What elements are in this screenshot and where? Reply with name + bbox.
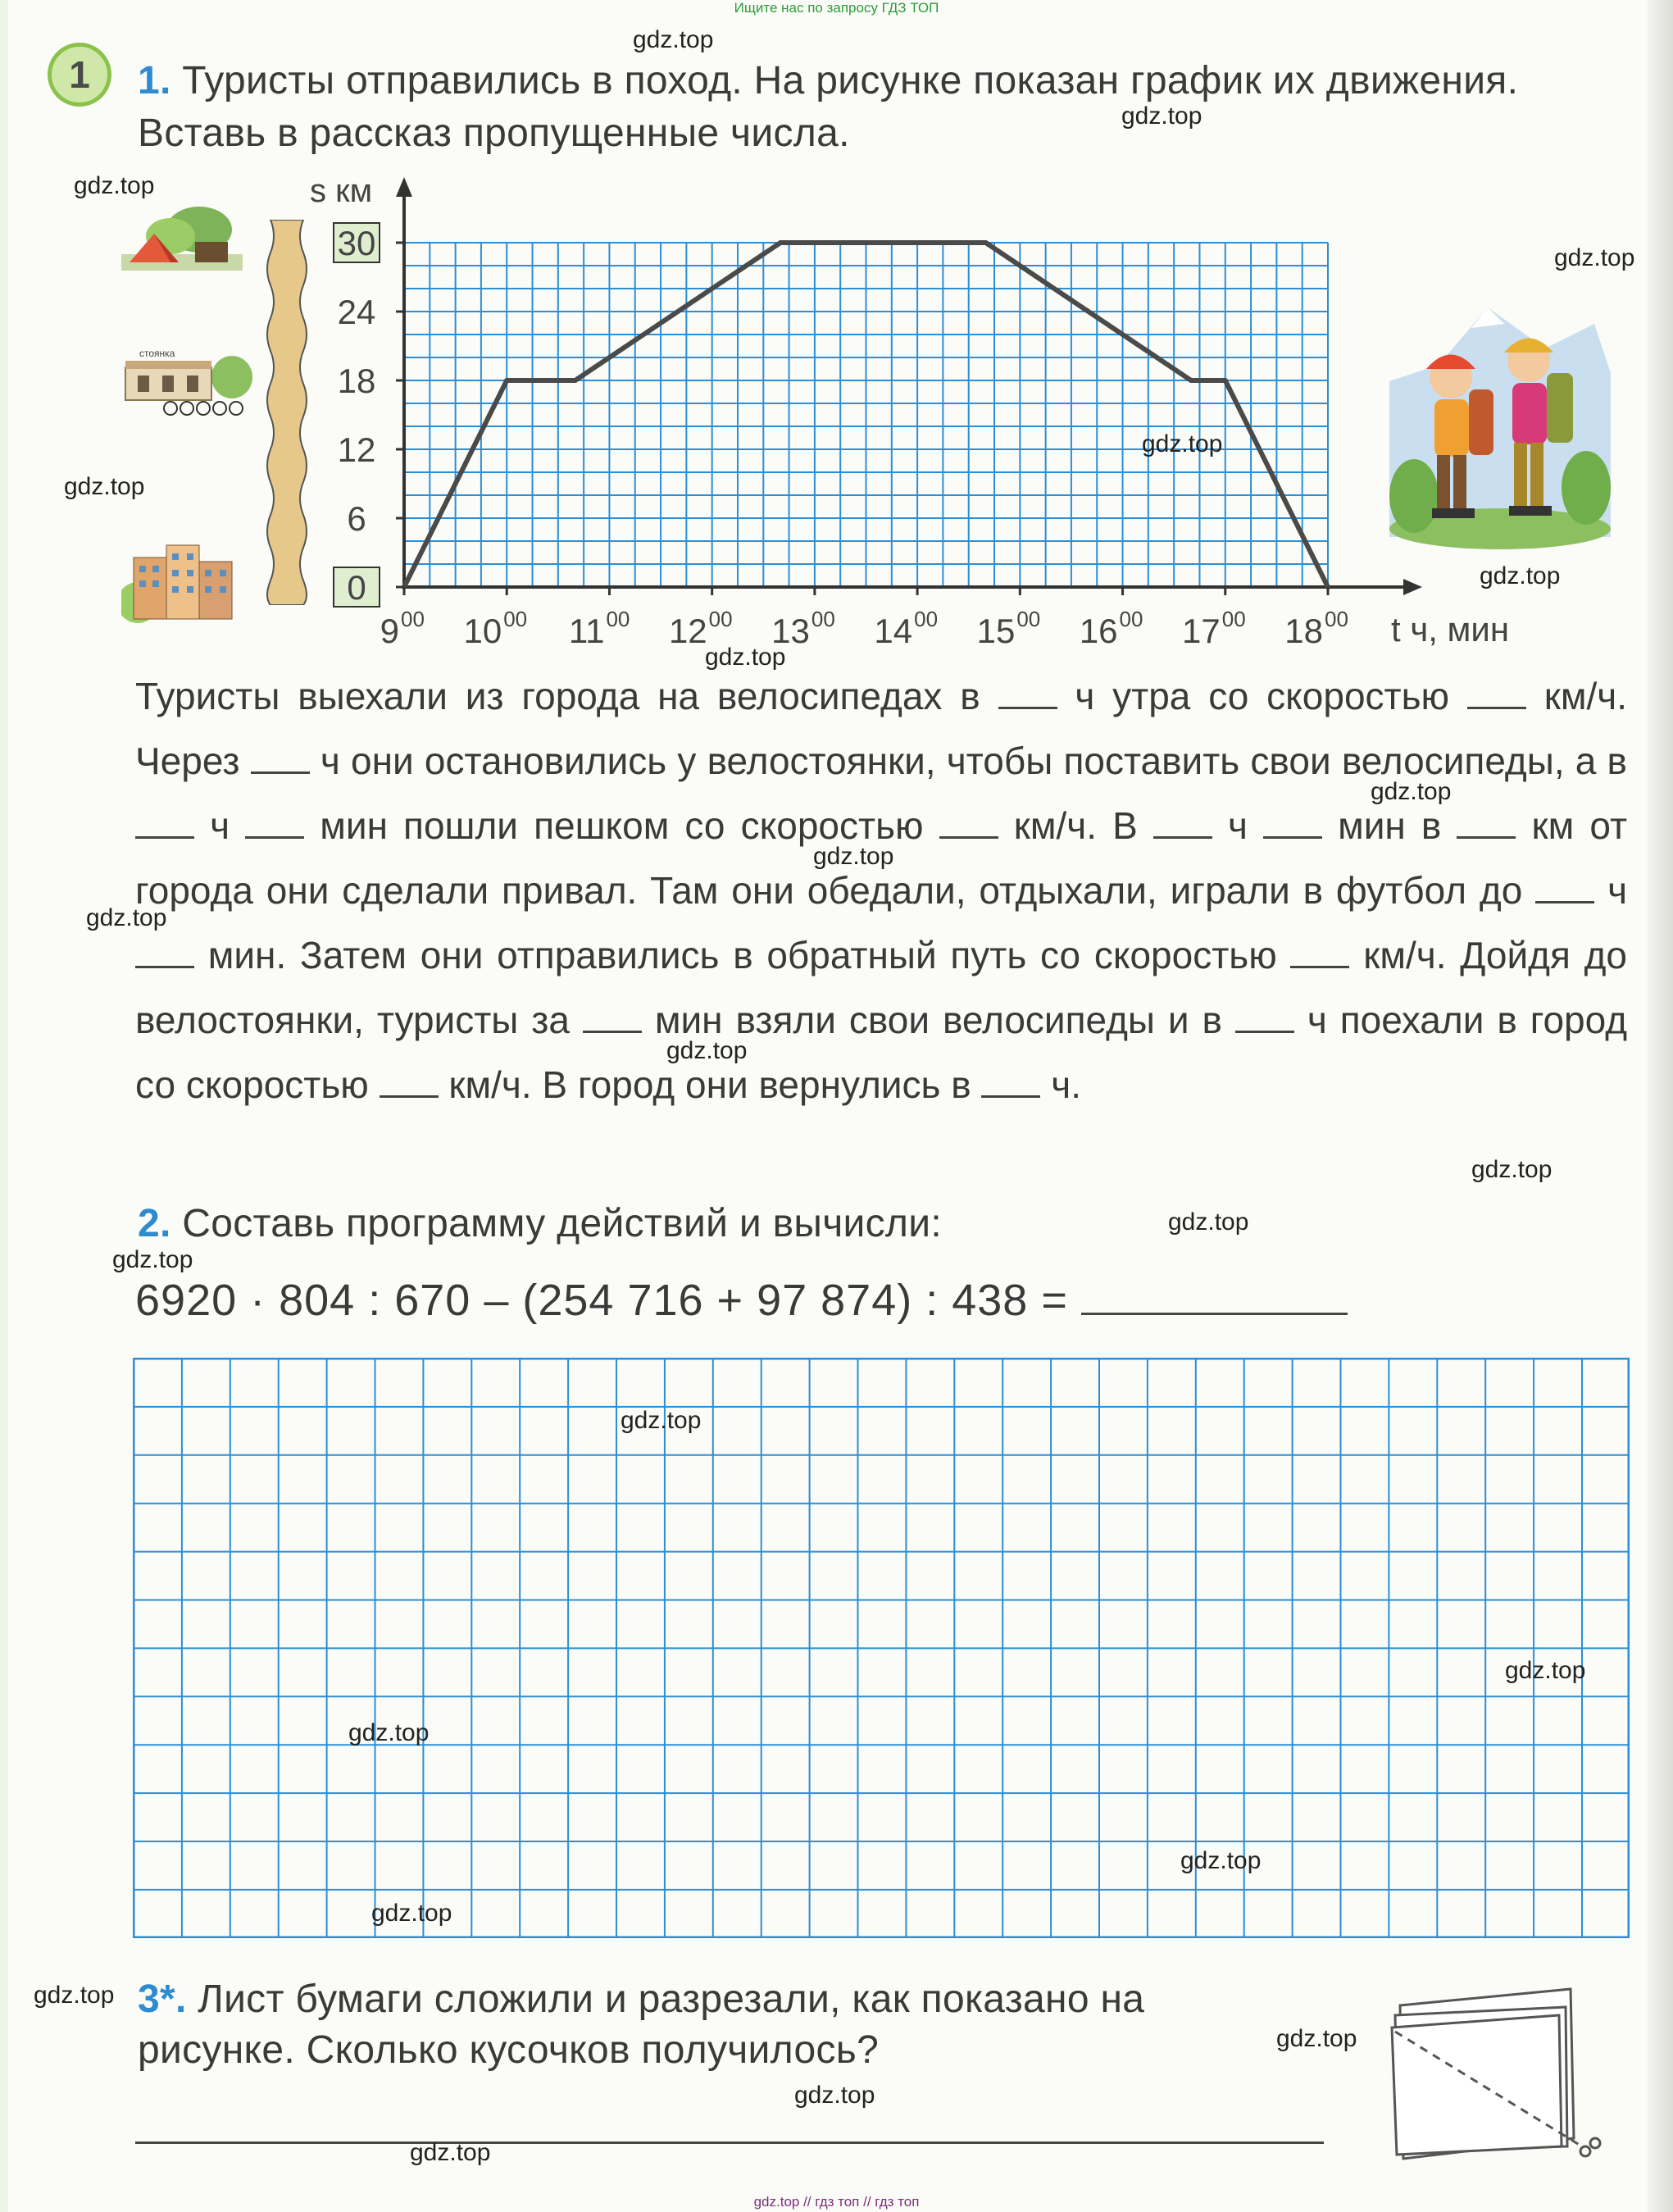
blank-field[interactable]	[1467, 679, 1526, 709]
watermark: gdz.top	[1554, 244, 1635, 271]
x-tick-hour: 15	[976, 612, 1016, 650]
story-paragraph	[135, 664, 1627, 1117]
y-tick-label: 30	[337, 224, 376, 262]
watermark: gdz.top	[813, 843, 894, 870]
blank-field[interactable]	[1290, 938, 1349, 968]
x-tick-minutes: 00	[1325, 607, 1348, 631]
y-tick-label: 24	[337, 293, 376, 331]
bottom-banner: gdz.top // гдз топ // гдз топ	[753, 2194, 920, 2210]
y-tick-label: 12	[337, 430, 376, 469]
watermark: gdz.top	[1471, 1156, 1553, 1183]
watermark: gdz.top	[410, 2139, 491, 2166]
chart-y-ticks	[334, 223, 404, 607]
x-tick-minutes: 00	[503, 607, 528, 631]
x-tick-hour: 12	[668, 612, 707, 650]
watermark: gdz.top	[112, 1246, 193, 1273]
task2-number: 2.	[138, 1202, 171, 1245]
story-text: км/ч. В город они вернулись в	[448, 1063, 971, 1106]
story-text: км от города они сделали привал. Там они обедали, отдыхали, играли в футбол до	[135, 804, 1628, 912]
data-point	[984, 240, 989, 245]
watermark: gdz.top	[705, 644, 786, 671]
x-tick-minutes: 00	[708, 607, 733, 631]
y-axis-arrow	[396, 177, 412, 197]
blank-field[interactable]	[981, 1067, 1040, 1098]
top-banner: Ищите нас по запросу ГДЗ ТОП	[734, 0, 939, 16]
x-tick-hour: 16	[1079, 612, 1118, 650]
watermark: gdz.top	[371, 1900, 452, 1927]
story-text: мин пошли пешком со скоростью	[320, 804, 924, 847]
task1-text-line2: Вставь в рассказ пропущенные числа.	[138, 112, 850, 155]
story-text: км/ч. Через	[135, 675, 1627, 782]
watermark: gdz.top	[1142, 430, 1223, 457]
x-tick-minutes: 00	[914, 607, 939, 631]
task1-text-line1: Туристы отправились в поход. На рисунке показан график их движения.	[182, 59, 1519, 102]
blank-field[interactable]	[583, 1003, 642, 1033]
data-point	[504, 378, 509, 383]
chart-grid	[404, 243, 1328, 587]
data-point	[573, 378, 578, 383]
story-text: ч.	[1051, 1063, 1081, 1106]
task2-expression: 6920 · 804 : 670 – (254 716 + 97 874) : 438 =	[135, 1276, 1068, 1325]
story-text: ч	[1607, 869, 1628, 912]
task2-answer-blank[interactable]	[1081, 1280, 1348, 1315]
story-text: ч	[1227, 804, 1248, 847]
task1-number: 1.	[138, 59, 171, 102]
watermark: gdz.top	[666, 1037, 748, 1064]
watermark: gdz.top	[1371, 778, 1452, 805]
blank-field[interactable]	[998, 679, 1057, 709]
x-tick-hour: 13	[771, 612, 810, 650]
x-tick-minutes: 00	[401, 607, 425, 631]
watermark: gdz.top	[621, 1407, 702, 1434]
watermark: gdz.top	[74, 172, 155, 199]
chart-x-label: t ч, мин	[1391, 610, 1510, 649]
x-tick-hour: 11	[568, 612, 605, 650]
chart-x-ticks	[380, 587, 1348, 650]
folded-paper-scissors-icon	[1385, 1982, 1615, 2163]
blank-field[interactable]	[1535, 873, 1594, 903]
story-text: ч	[210, 804, 230, 847]
x-tick-hour: 9	[380, 612, 399, 650]
task3-text-line2: рисунке. Сколько кусочков получилось?	[138, 2028, 880, 2072]
watermark: gdz.top	[348, 1719, 430, 1746]
blank-field[interactable]	[380, 1067, 439, 1098]
watermark: gdz.top	[1168, 1208, 1249, 1236]
blank-field[interactable]	[1235, 1003, 1294, 1033]
work-grid[interactable]	[133, 1358, 1630, 1938]
task2-text: Составь программу действий и вычисли:	[182, 1202, 942, 1245]
parking-sign: стоянка	[139, 348, 175, 359]
task3-number: 3*.	[138, 1978, 187, 2021]
blank-field[interactable]	[939, 808, 998, 839]
blank-field[interactable]	[245, 808, 304, 839]
task3-answer-line[interactable]	[135, 2141, 1324, 2144]
blank-field[interactable]	[1153, 808, 1212, 839]
watermark: gdz.top	[1180, 1847, 1262, 1874]
watermark: gdz.top	[1505, 1657, 1586, 1684]
y-tick-label: 6	[347, 499, 366, 538]
chart-y-label: s км	[310, 173, 373, 209]
task2-expression-row	[135, 1275, 1348, 1326]
blank-field[interactable]	[251, 744, 310, 774]
story-text: км/ч. В	[1013, 804, 1138, 847]
blank-field[interactable]	[1263, 808, 1322, 839]
story-text: мин взяли свои велосипеды и в	[654, 999, 1222, 1041]
watermark: gdz.top	[64, 473, 145, 500]
x-tick-hour: 18	[1284, 612, 1323, 650]
y-tick-label: 18	[337, 362, 376, 400]
y-tick-label: 0	[347, 568, 366, 607]
story-text: ч они остановились у велостоянки, чтобы поставить свои велосипеды, а в	[320, 740, 1627, 782]
x-tick-hour: 14	[874, 612, 913, 650]
x-tick-minutes: 00	[811, 607, 835, 631]
watermark: gdz.top	[633, 26, 714, 53]
blank-field[interactable]	[135, 808, 194, 839]
exercise-badge: 1	[48, 43, 111, 107]
x-tick-hour: 17	[1182, 612, 1221, 650]
task2-heading	[138, 1199, 942, 1249]
story-text: мин. Затем они отправились в обратный путь со скоростью	[207, 934, 1277, 976]
task3-line1	[138, 1974, 1144, 2025]
story-text: ч поехали в город со скоростью	[135, 999, 1628, 1106]
watermark: gdz.top	[1276, 2025, 1357, 2052]
x-tick-minutes: 00	[1119, 607, 1143, 631]
blank-field[interactable]	[135, 938, 194, 968]
story-text: мин в	[1338, 804, 1442, 847]
x-tick-minutes: 00	[1016, 607, 1041, 631]
watermark: gdz.top	[86, 904, 167, 931]
x-axis-arrow	[1403, 579, 1422, 595]
story-text: Туристы выехали из города на велосипедах в	[135, 675, 980, 717]
x-tick-minutes: 00	[606, 607, 630, 631]
blank-field[interactable]	[1457, 808, 1516, 839]
watermark: gdz.top	[34, 1982, 115, 2009]
story-text: ч утра со скоростью	[1075, 675, 1450, 717]
task3-text-line1: Лист бумаги сложили и разрезали, как показано на	[198, 1978, 1145, 2021]
chart-axes	[396, 177, 1422, 595]
data-point	[1189, 378, 1193, 383]
x-tick-minutes: 00	[1221, 607, 1246, 631]
story-text: км/ч. Дойдя до велостоянки, туристы за	[135, 934, 1628, 1041]
data-point	[778, 240, 783, 245]
watermark: gdz.top	[1121, 102, 1202, 130]
watermark: gdz.top	[794, 2082, 875, 2109]
x-tick-hour: 10	[463, 612, 502, 650]
data-point	[1223, 378, 1228, 383]
watermark: gdz.top	[1480, 562, 1561, 589]
travel-chart	[0, 0, 1673, 672]
